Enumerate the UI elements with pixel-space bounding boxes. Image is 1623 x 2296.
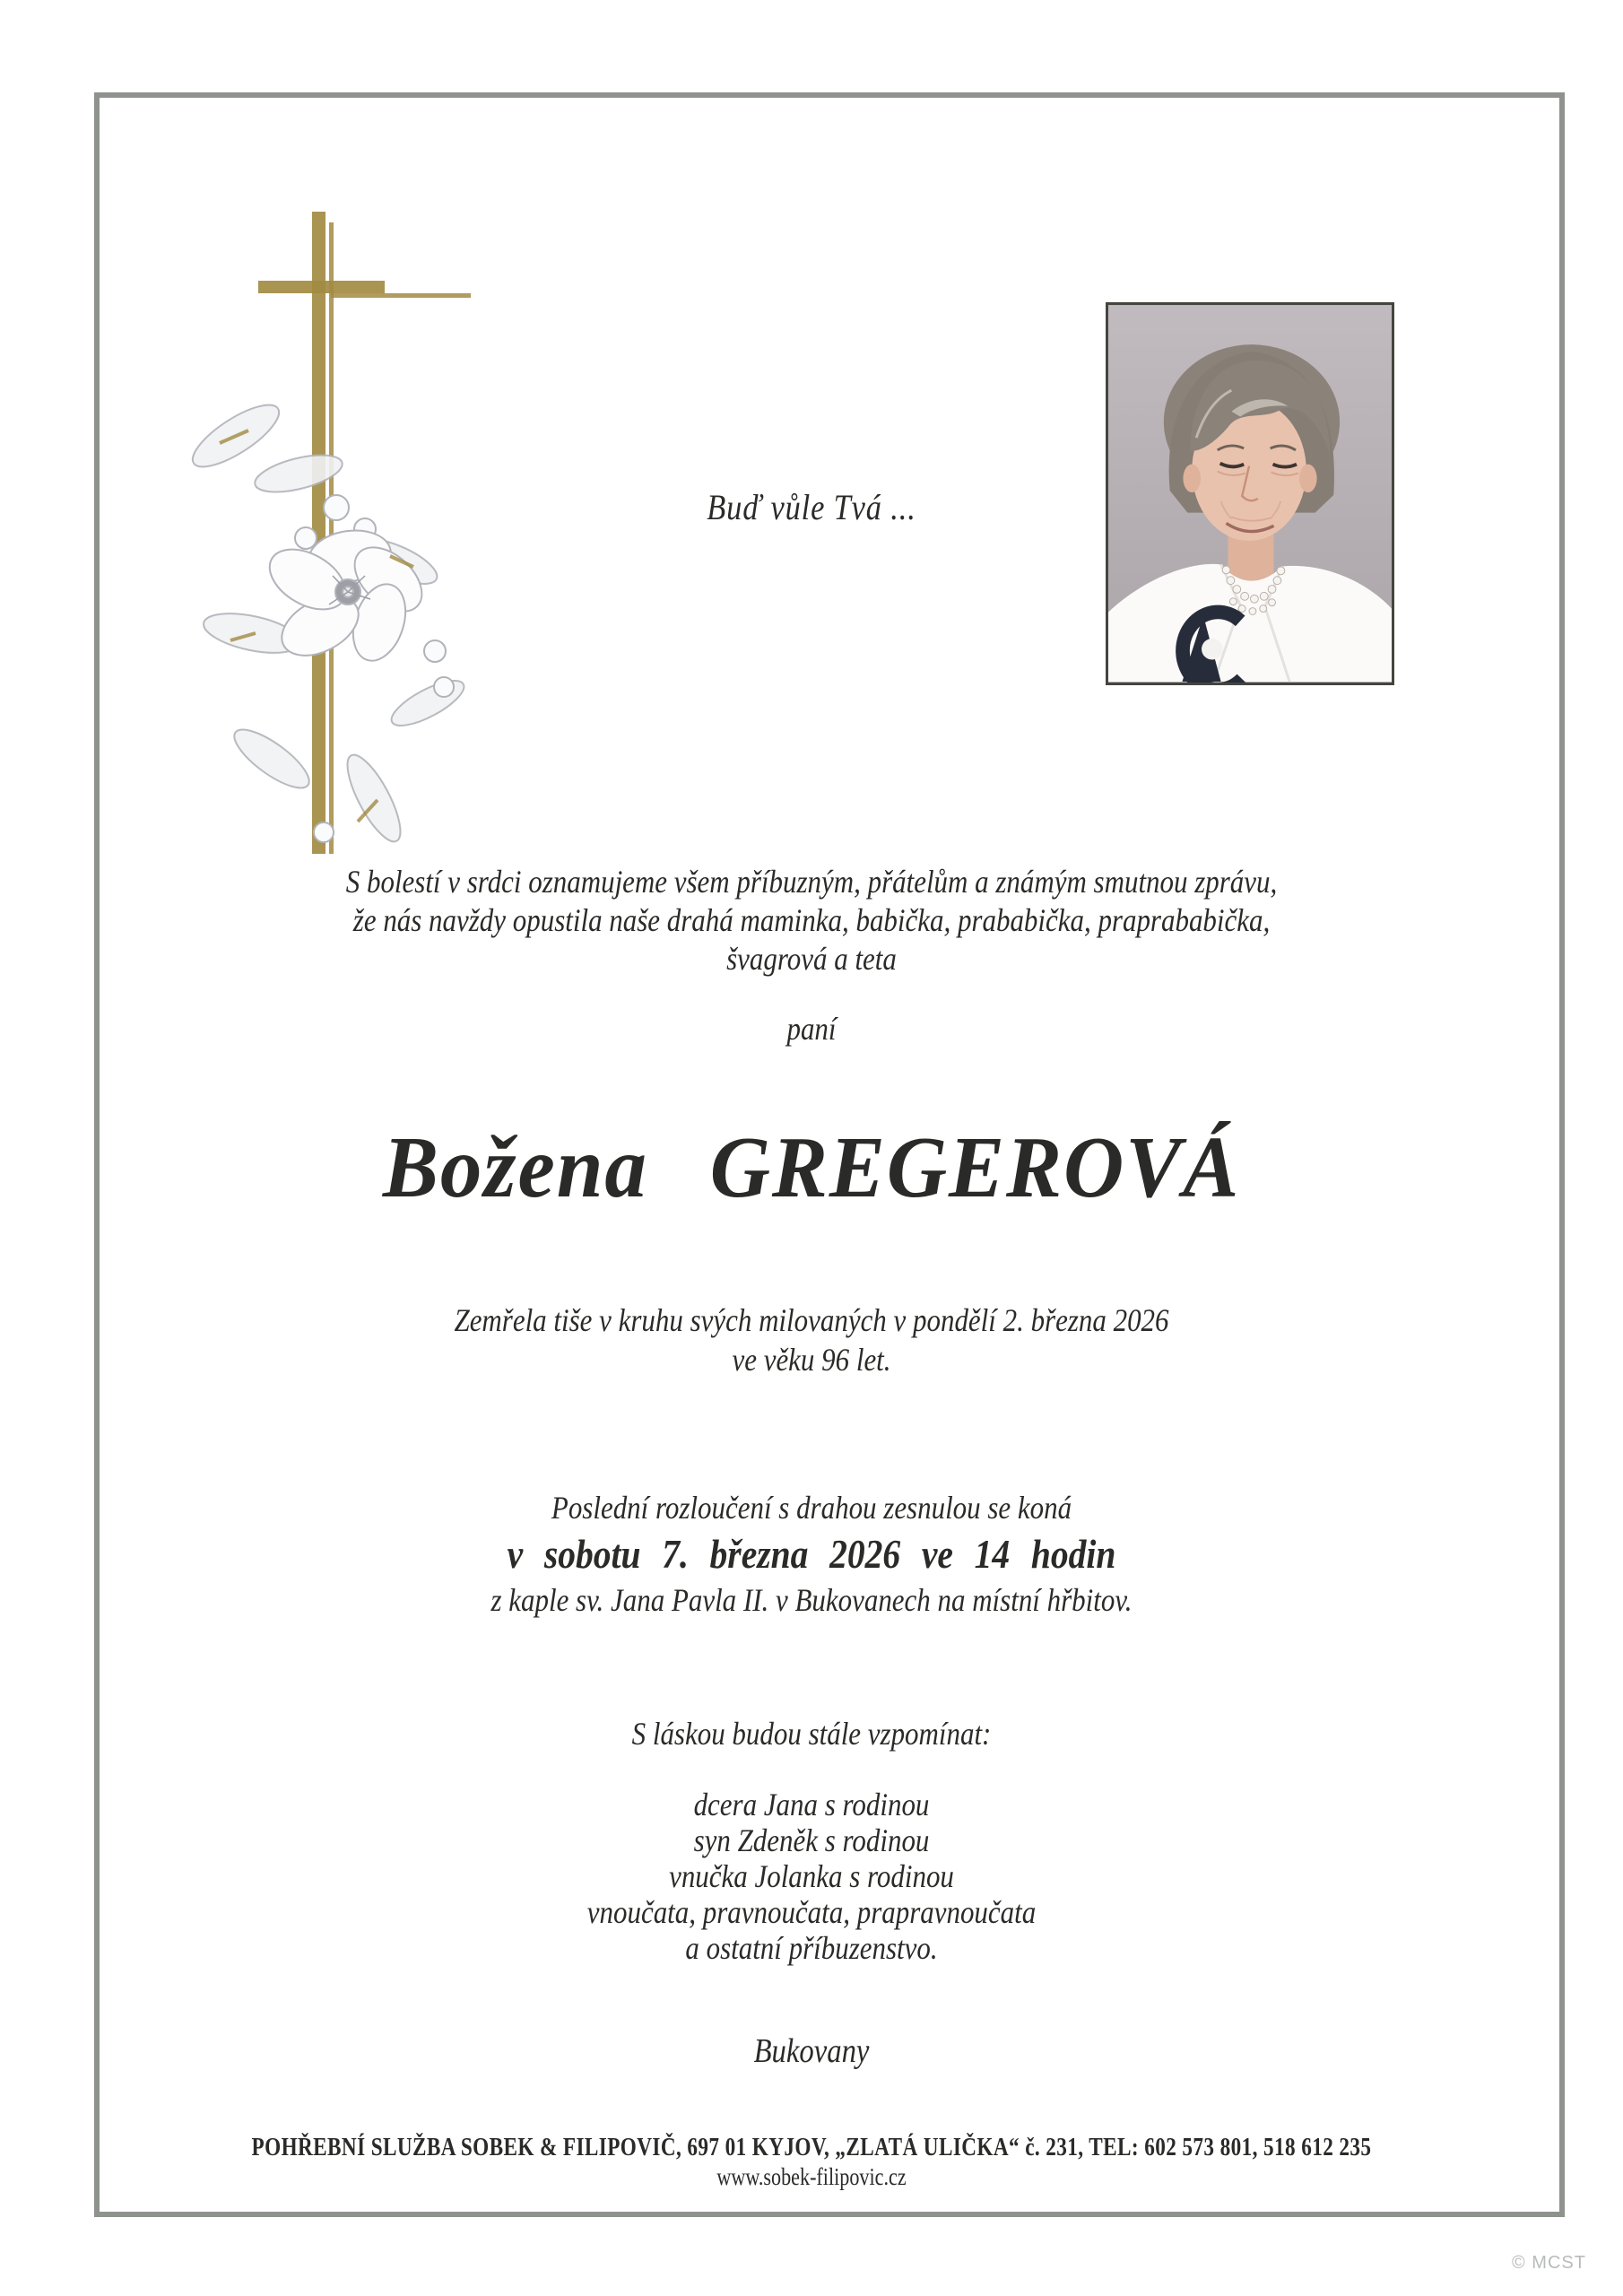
- mourner-line: vnučka Jolanka s rodinou: [669, 1858, 954, 1894]
- mcst-watermark: © MCST: [1512, 2253, 1586, 2273]
- flower-sketch: [185, 395, 470, 848]
- death-notice-line: ve věku 96 let.: [732, 1342, 891, 1378]
- funeral-service-website: www.sobek-filipovic.cz: [716, 2163, 907, 2190]
- mourner-line: syn Zdeněk s rodinou: [693, 1822, 930, 1858]
- funeral-date-line: v sobotu 7. března 2026 ve 14 hodin: [507, 1531, 1116, 1577]
- funeral-location-line: z kaple sv. Jana Pavla II. v Bukovanech na místní hřbitov.: [490, 1582, 1133, 1618]
- funeral-intro-line: Poslední rozloučení s drahou zesnulou se koná: [551, 1490, 1072, 1526]
- death-notice-line: Zemřela tiše v kruhu svých milovaných v pondělí 2. března 2026: [454, 1302, 1169, 1338]
- mourner-line: a ostatní příbuzenstvo.: [685, 1930, 938, 1966]
- death-notice: [179, 1300, 1444, 1379]
- funeral-service-contact: POHŘEBNÍ SLUŽBA SOBEK & FILIPOVIČ, 697 01 KYJOV, „ZLATÁ ULIČKA“ č. 231, TEL: 602 573 801, 518 612 235: [251, 2133, 1372, 2161]
- announcement-line: že nás navždy opustila naše drahá maminka, babička, prababička, praprababička,: [352, 902, 1271, 938]
- announcement-paragraph: [179, 863, 1444, 978]
- funeral-details: [179, 1489, 1444, 1620]
- mourner-line: dcera Jana s rodinou: [693, 1787, 930, 1822]
- cross-and-flowers-decoration: [166, 204, 525, 864]
- announcement-line: S bolestí v srdci oznamujeme všem příbuzným, přátelům a známým smutnou zprávu,: [345, 864, 1278, 900]
- place-name: Bukovany: [753, 2032, 870, 2070]
- mourners-list: [179, 1787, 1444, 1966]
- epitaph-quote: Buď vůle Tvá ...: [707, 487, 916, 527]
- remembrance-header: S láskou budou stále vzpomínat:: [631, 1716, 992, 1752]
- mourner-line: vnoučata, pravnoučata, prapravnoučata: [586, 1894, 1037, 1930]
- announcement-line: švagrová a teta: [726, 941, 897, 977]
- deceased-name: Božena GREGEROVÁ: [382, 1119, 1241, 1216]
- title-prefix: paní: [786, 1011, 837, 1047]
